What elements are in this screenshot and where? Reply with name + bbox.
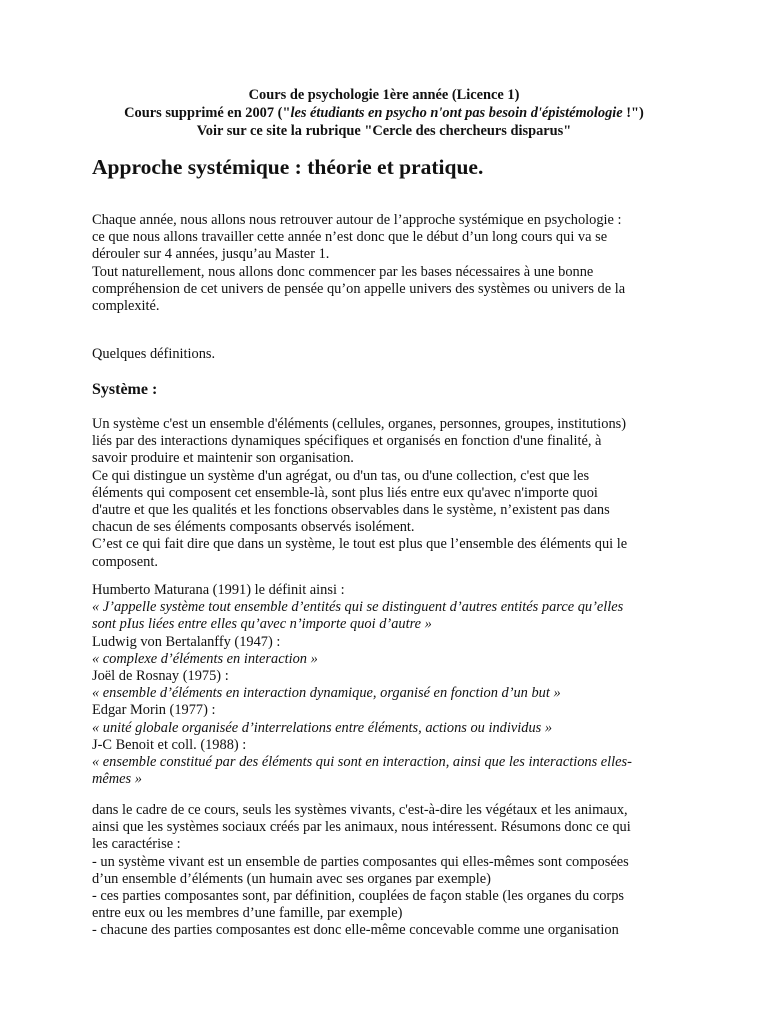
text-line: ainsi que les systèmes sociaux créés par les animaux, nous intéressent. Résumons donc ce qui [92,819,631,836]
citation-quote: « J’appelle système tout ensemble d’entités qui se distinguent d’autres entités parce qu’elles [92,599,624,616]
text-line: dérouler sur 4 années, jusqu’au Master 1. [92,246,330,263]
header-line-3: Voir sur ce site la rubrique "Cercle des chercheurs disparus" [196,123,572,139]
text-line: Chaque année, nous allons nous retrouver autour de l’approche systémique en psychologie : [92,212,622,228]
citation-quote: « complexe d’éléments en interaction » [92,650,318,667]
citation-author: Ludwig von Bertalanffy (1947) : [92,633,281,650]
section-heading-systeme: Système : [92,381,158,398]
course-header [60,86,708,140]
text-line: composent. [92,553,158,570]
citation-author: Humberto Maturana (1991) le définit ainsi : [92,582,345,598]
text-line: - un système vivant est un ensemble de parties composantes qui elles-mêmes sont composées [92,853,629,870]
text-line: complexité. [92,298,160,315]
text-line: d'autre et que les qualités et les fonctions observables dans le système, n’existent pas dans [92,502,610,519]
text-line: - ces parties composantes sont, par définition, couplées de façon stable (les organes du corps [92,888,625,905]
header-line-2 [60,104,708,122]
text-line: liés par des interactions dynamiques spécifiques et organisés en fonction d'une finalité, à [92,433,602,450]
text-line: - chacune des parties composantes est donc elle-même concevable comme une organisation [92,922,619,939]
intro-paragraph [92,212,682,315]
citation-quote: mêmes » [92,771,142,788]
text-line: dans le cadre de ce cours, seuls les systèmes vivants, c'est-à-dire les végétaux et les animaux, [92,802,628,818]
text-line: d’un ensemble d’éléments (un humain avec ses organes par exemple) [92,870,491,887]
definitions-label [92,346,682,363]
header-line-1: Cours de psychologie 1ère année (Licence 1) [248,87,520,103]
text-line: savoir produire et maintenir son organisation. [92,450,354,467]
citation-quote: « ensemble constitué par des éléments qui sont en interaction, ainsi que les interactions elles- [92,754,632,771]
citation-author: Edgar Morin (1977) : [92,702,216,719]
citation-quote: sont pIus liées entre elles qu’avec n’importe quoi d’autre » [92,616,432,633]
document-title: Approche systémique : théorie et pratique. [92,155,484,179]
citation-author: Joël de Rosnay (1975) : [92,668,229,685]
systeme-paragraph [92,416,682,571]
citation-quote: « ensemble d’éléments en interaction dynamique, organisé en fonction d’un but » [92,685,561,702]
text-line: éléments qui composent cet ensemble-là, sont plus liés entre eux qu'avec n'importe quoi [92,484,598,501]
header-line-2-post: !") [622,105,644,121]
text-line: chacun de ses éléments composants observés isolément. [92,519,415,536]
citations-block [92,582,682,788]
citation-author: J-C Benoit et coll. (1988) : [92,736,247,753]
header-line-2-pre: Cours supprimé en 2007 (" [124,105,291,121]
text-line: Un système c'est un ensemble d'éléments (cellules, organes, personnes, groupes, institutions) [92,416,627,432]
text-line: Tout naturellement, nous allons donc commencer par les bases nécessaires à une bonne [92,263,594,280]
definitions-label-text: Quelques définitions. [92,346,216,362]
header-line-2-italic: les étudiants en psycho n'ont pas besoin d'épistémologie [290,105,623,121]
closing-paragraph [92,802,682,940]
text-line: ce que nous allons travailler cette année n’est donc que le début d’un long cours qui va se [92,229,608,246]
text-line: Ce qui distingue un système d'un agrégat, ou d'un tas, ou d'une collection, c'est que les [92,467,590,484]
text-line: C’est ce qui fait dire que dans un système, le tout est plus que l’ensemble des éléments qui le [92,536,628,553]
text-line: les caractérise : [92,836,181,853]
citation-quote: « unité globale organisée d’interrelations entre éléments, actions ou individus » [92,719,553,736]
text-line: compréhension de cet univers de pensée qu’on appelle univers des systèmes ou univers de la [92,280,626,297]
text-line: entre eux ou les membres d’une famille, par exemple) [92,905,403,922]
